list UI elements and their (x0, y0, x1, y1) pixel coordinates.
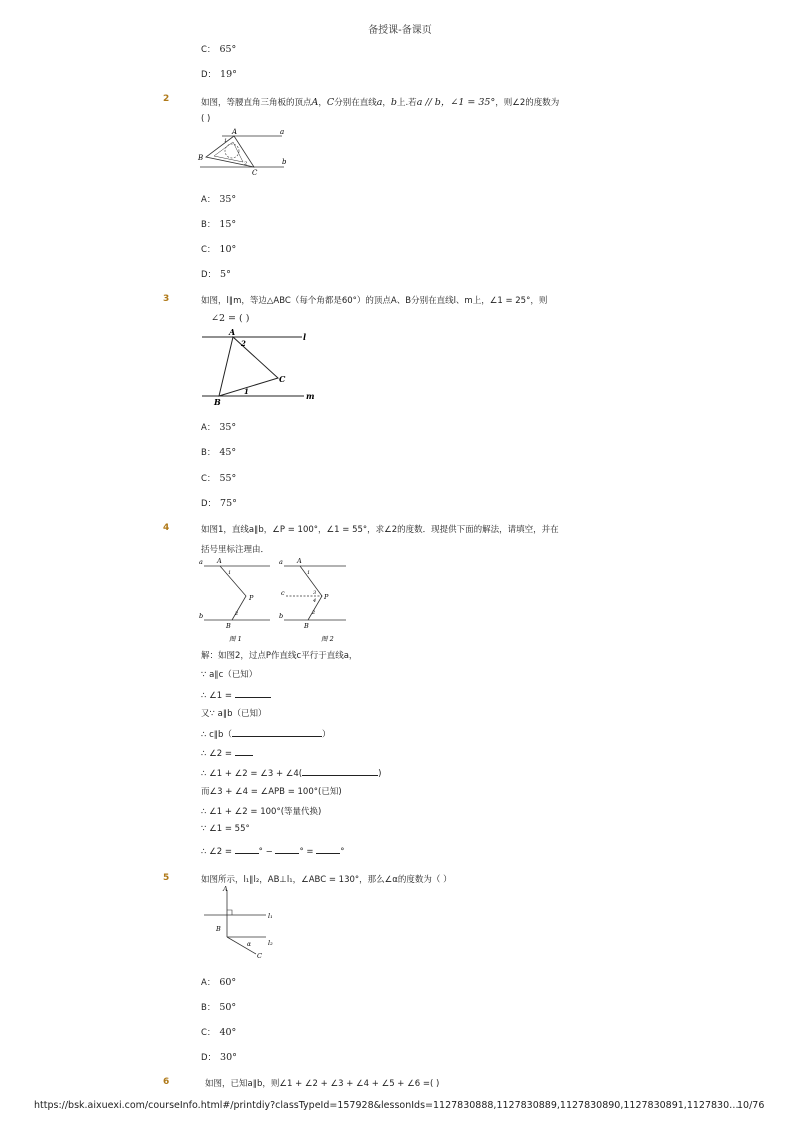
label-B: B (214, 397, 221, 407)
fill-blank[interactable] (232, 727, 322, 737)
solution-line-8: 而∠3 + ∠4 = ∠APB = 100°(已知) (201, 787, 342, 797)
option-value: 50° (219, 1002, 237, 1013)
option-value: 55° (219, 473, 237, 484)
option-label: D： (201, 499, 217, 509)
option-value: 75° (220, 498, 237, 509)
label-1: 1 (228, 570, 232, 576)
option-label: C： (201, 474, 216, 484)
q2-option-d[interactable] (201, 268, 231, 280)
q2-option-a[interactable] (201, 193, 236, 205)
q2-text-part: A (311, 97, 319, 108)
page-header-title: 备授课-备课页 (368, 25, 432, 36)
solution-text: ∴ c∥b（ (201, 730, 232, 740)
question-number-4: 4 (163, 523, 170, 533)
q2-text-part: 分别在直线 (334, 98, 377, 108)
solution-line-2: ∵ a∥c（已知） (201, 670, 258, 680)
label-2: 2 (235, 611, 239, 617)
option-label: A： (201, 195, 216, 205)
solution-text: ° (340, 847, 345, 857)
label-alpha: α (247, 941, 252, 948)
q3-option-a[interactable] (201, 421, 236, 433)
solution-text: ∴ ∠2 = (201, 847, 232, 857)
label-l1: l₁ (268, 912, 273, 920)
q3-option-b[interactable] (201, 446, 236, 458)
option-label: C： (201, 1028, 216, 1038)
solution-line-9: ∴ ∠1 + ∠2 = 100°(等量代换) (201, 807, 322, 817)
footer-url[interactable]: https://bsk.aixuexi.com/courseInfo.html#/printdiy?classTypeId=157928&lessonIds=1127830888,1127830889,1127830890,1127830891,1127830… (34, 1100, 739, 1111)
q5-option-a[interactable] (201, 976, 236, 988)
label-P: P (249, 594, 254, 602)
option-value: 65° (219, 44, 237, 55)
label-1: 1 (307, 570, 311, 576)
question-5-text: 如图所示，l₁∥l₂，AB⊥l₁，∠ABC = 130°，那么∠α的度数为（ ） (201, 875, 452, 885)
label-C: C (252, 169, 258, 177)
figure-caption: 图 2 (321, 635, 334, 643)
q2-text-part: ，则∠2的度数为 (495, 98, 560, 108)
q2-option-c[interactable] (201, 243, 236, 255)
solution-text: ) (378, 769, 382, 779)
q3-option-c[interactable] (201, 472, 236, 484)
question-3-text: 如图，l∥m，等边△ABC（每个角都是60°）的顶点A、B分别在直线l、m上，∠1 = 25°，则 (201, 296, 548, 306)
solution-line-3 (201, 688, 271, 701)
solution-line-7 (201, 766, 381, 779)
fill-blank[interactable] (275, 844, 299, 854)
q2-option-b[interactable] (201, 218, 236, 230)
option-label: B： (201, 1003, 216, 1013)
label-C: C (279, 374, 286, 384)
option-value: 60° (219, 977, 237, 988)
option-label: B： (201, 220, 216, 230)
question-6-text: 如图，已知a∥b，则∠1 + ∠2 + ∠3 + ∠4 + ∠5 + ∠6 =( ) (205, 1079, 440, 1089)
question-3-text-line2: ∠2 = ( ) (211, 313, 250, 324)
right-angle-mark (227, 910, 232, 915)
q2-text-part: 如图，等腰直角三角板的顶点 (201, 98, 312, 108)
q5-option-b[interactable] (201, 1001, 236, 1013)
line-BC (227, 937, 256, 954)
label-2: 2 (312, 610, 316, 616)
label-A: A (297, 557, 302, 565)
fill-blank[interactable] (316, 844, 340, 854)
option-value: 30° (220, 1052, 237, 1063)
q2-text-part: ， (382, 98, 391, 108)
option-value: 35° (219, 422, 237, 433)
option-value: 35° (219, 194, 237, 205)
fill-blank[interactable] (235, 844, 259, 854)
solution-text: ∴ ∠1 + ∠2 = ∠3 + ∠4( (201, 769, 303, 779)
option-label: A： (201, 978, 216, 988)
label-2: 2 (241, 339, 246, 348)
label-l2: l₂ (268, 939, 273, 947)
q3-figure (196, 327, 320, 409)
question-2-text (201, 94, 559, 108)
label-B: B (304, 622, 309, 630)
label-B: B (198, 154, 204, 162)
label-4: 4 (313, 598, 317, 604)
label-b: b (282, 158, 287, 166)
solution-text: ） (321, 730, 331, 740)
broken-line-APB (300, 566, 322, 620)
option-label: A： (201, 423, 216, 433)
q1-option-d[interactable] (201, 68, 237, 80)
figure-caption: 图 1 (229, 635, 242, 643)
q2-text-part: a (376, 97, 383, 108)
q2-text-part: C (326, 97, 335, 108)
label-B: B (226, 622, 231, 630)
q4-figure-1 (196, 556, 276, 644)
solution-line-5 (201, 727, 330, 740)
label-c: c (281, 589, 285, 597)
label-A: A (223, 885, 228, 893)
broken-line-APB (220, 566, 246, 620)
label-b: b (199, 612, 204, 620)
q4-figure-2 (276, 556, 356, 644)
question-4-text-line2: 括号里标注理由． (201, 545, 270, 555)
label-a: a (279, 558, 283, 566)
fill-blank[interactable] (302, 766, 378, 776)
q5-option-d[interactable] (201, 1051, 237, 1063)
option-label: C： (201, 45, 216, 55)
option-value: 40° (219, 1027, 237, 1038)
label-C: C (257, 952, 262, 960)
label-2: 2 (244, 161, 248, 167)
solution-line-11 (201, 844, 344, 857)
page-number: 10/76 (737, 1100, 765, 1111)
q2-text-part: b (390, 97, 397, 108)
label-l: l (303, 332, 307, 342)
question-number-5: 5 (163, 873, 170, 883)
option-label: D： (201, 1053, 217, 1063)
q1-option-c[interactable] (201, 43, 236, 55)
solution-line-4: 又∵ a∥b（已知） (201, 709, 267, 719)
question-number-3: 3 (163, 294, 170, 304)
q2-text-part: a // b，∠1 = 35° (416, 97, 496, 108)
label-A: A (229, 327, 236, 337)
option-label: D： (201, 270, 217, 280)
q5-figure (196, 884, 286, 960)
solution-line-1: 解：如图2，过点P作直线c平行于直线a， (201, 651, 358, 661)
q2-text-part: ， (318, 98, 327, 108)
option-value: 10° (219, 244, 237, 255)
option-value: 5° (220, 269, 231, 280)
solution-text: ° − (258, 847, 273, 857)
label-a: a (199, 558, 203, 566)
solution-line-10: ∵ ∠1 = 55° (201, 824, 250, 834)
label-m: m (306, 391, 315, 401)
q2-text-part: 上.若 (396, 98, 417, 108)
label-1: 1 (244, 387, 249, 396)
option-label: C： (201, 245, 216, 255)
option-label: B： (201, 448, 216, 458)
label-1: 1 (224, 138, 228, 144)
label-3: 3 (313, 590, 317, 596)
option-value: 15° (219, 219, 237, 230)
question-4-text: 如图1，直线a∥b，∠P = 100°，∠1 = 55°，求∠2的度数．现提供下面的解法，请填空，并在 (201, 525, 559, 535)
fill-blank[interactable] (235, 688, 271, 698)
label-B: B (216, 925, 221, 933)
label-P: P (324, 593, 329, 601)
question-2-answer-bracket: ( ) (201, 114, 211, 124)
fill-blank[interactable] (235, 746, 253, 756)
q5-option-c[interactable] (201, 1026, 236, 1038)
solution-line-6 (201, 746, 253, 759)
label-A: A (232, 128, 238, 136)
option-label: D： (201, 70, 217, 80)
question-number-6: 6 (163, 1077, 170, 1087)
option-value: 45° (219, 447, 237, 458)
question-number-2: 2 (163, 94, 170, 104)
label-A: A (217, 557, 222, 565)
q2-figure (196, 127, 296, 177)
q3-option-d[interactable] (201, 497, 237, 509)
label-b: b (279, 612, 284, 620)
solution-text: ∴ ∠1 = (201, 691, 232, 701)
solution-text: ° = (299, 847, 314, 857)
option-value: 19° (220, 69, 237, 80)
solution-text: ∴ ∠2 = (201, 749, 232, 759)
label-a: a (280, 128, 285, 136)
